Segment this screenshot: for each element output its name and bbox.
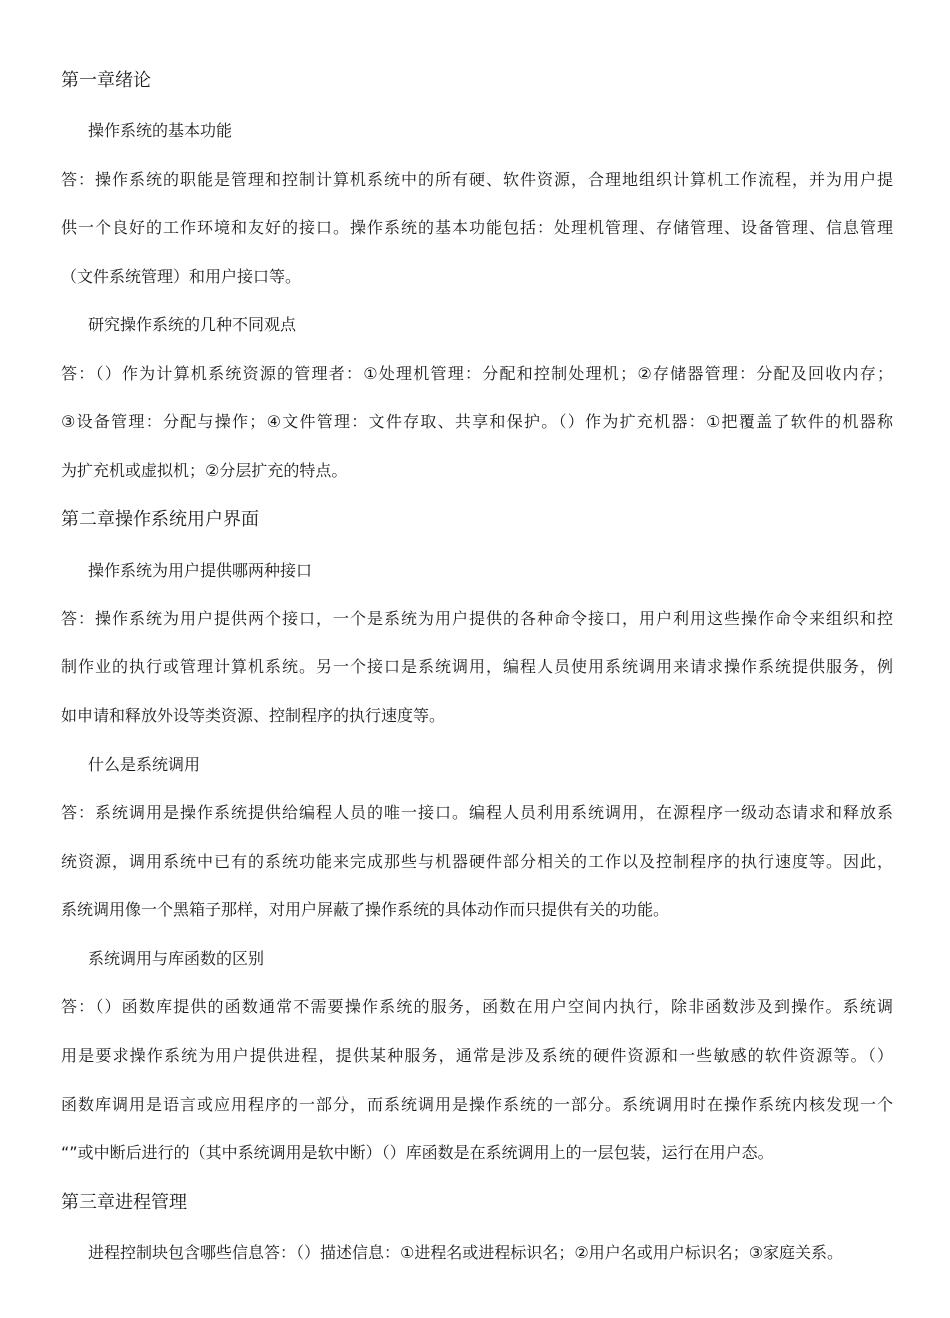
- chapter-title: 第三章进程管理: [61, 1192, 187, 1213]
- question-heading: 研究操作系统的几种不同观点: [88, 315, 297, 334]
- answer-line: 为扩充机或虚拟机；②分层扩充的特点。: [61, 461, 348, 480]
- answer-line: （文件系统管理）和用户接口等。: [61, 267, 302, 286]
- question-heading: 进程控制块包含哪些信息答：（）描述信息：①进程名或进程标识名；②用户名或用户标识名；③家庭关系。: [88, 1243, 844, 1262]
- answer-line: “”或中断后进行的（其中系统调用是软中断）（）库函数是在系统调用上的一层包装，运行在用户态。: [61, 1143, 774, 1162]
- chapter-title: 第二章操作系统用户界面: [61, 509, 259, 530]
- answer-line: 答：操作系统的职能是管理和控制计算机系统中的所有硬、软件资源，合理地组织计算机工作流程，并为用户提: [61, 170, 893, 189]
- answer-line: 统资源，调用系统中已有的系统功能来完成那些与机器硬件部分相关的工作以及控制程序的执行速度等。因此，: [61, 852, 893, 871]
- question-heading: 什么是系统调用: [88, 755, 201, 774]
- answer-line: 系统调用像一个黑箱子那样，对用户屏蔽了操作系统的具体动作而只提供有关的功能。: [61, 900, 670, 919]
- answer-line: 答：（）作为计算机系统资源的管理者：①处理机管理：分配和控制处理机；②存储器管理：分配及回收内存；: [61, 364, 893, 383]
- answer-line: 答：（）函数库提供的函数通常不需要操作系统的服务，函数在用户空间内执行，除非函数涉及到操作。系统调: [61, 997, 893, 1016]
- answer-line: 制作业的执行或管理计算机系统。另一个接口是系统调用，编程人员使用系统调用来请求操作系统提供服务，例: [61, 657, 893, 676]
- question-heading: 系统调用与库函数的区别: [88, 949, 265, 968]
- question-heading: 操作系统为用户提供哪两种接口: [88, 561, 313, 580]
- answer-line: 用是要求操作系统为用户提供进程，提供某种服务，通常是涉及系统的硬件资源和一些敏感的软件资源等。（）: [61, 1046, 893, 1065]
- answer-line: 如申请和释放外设等类资源、控制程序的执行速度等。: [61, 706, 446, 725]
- answer-line: 答：操作系统为用户提供两个接口，一个是系统为用户提供的各种命令接口，用户利用这些操作命令来组织和控: [61, 609, 893, 628]
- answer-line: 供一个良好的工作环境和友好的接口。操作系统的基本功能包括：处理机管理、存储管理、设备管理、信息管理: [61, 218, 893, 237]
- answer-line: 函数库调用是语言或应用程序的一部分，而系统调用是操作系统的一部分。系统调用时在操作系统内核发现一个: [61, 1095, 893, 1114]
- chapter-title: 第一章绪论: [61, 70, 151, 91]
- answer-line: 答：系统调用是操作系统提供给编程人员的唯一接口。编程人员利用系统调用，在源程序一级动态请求和释放系: [61, 803, 893, 822]
- question-heading: 操作系统的基本功能: [88, 121, 233, 140]
- answer-line: ③设备管理：分配与操作；④文件管理：文件存取、共享和保护。（）作为扩充机器：①把覆盖了软件的机器称: [61, 412, 893, 431]
